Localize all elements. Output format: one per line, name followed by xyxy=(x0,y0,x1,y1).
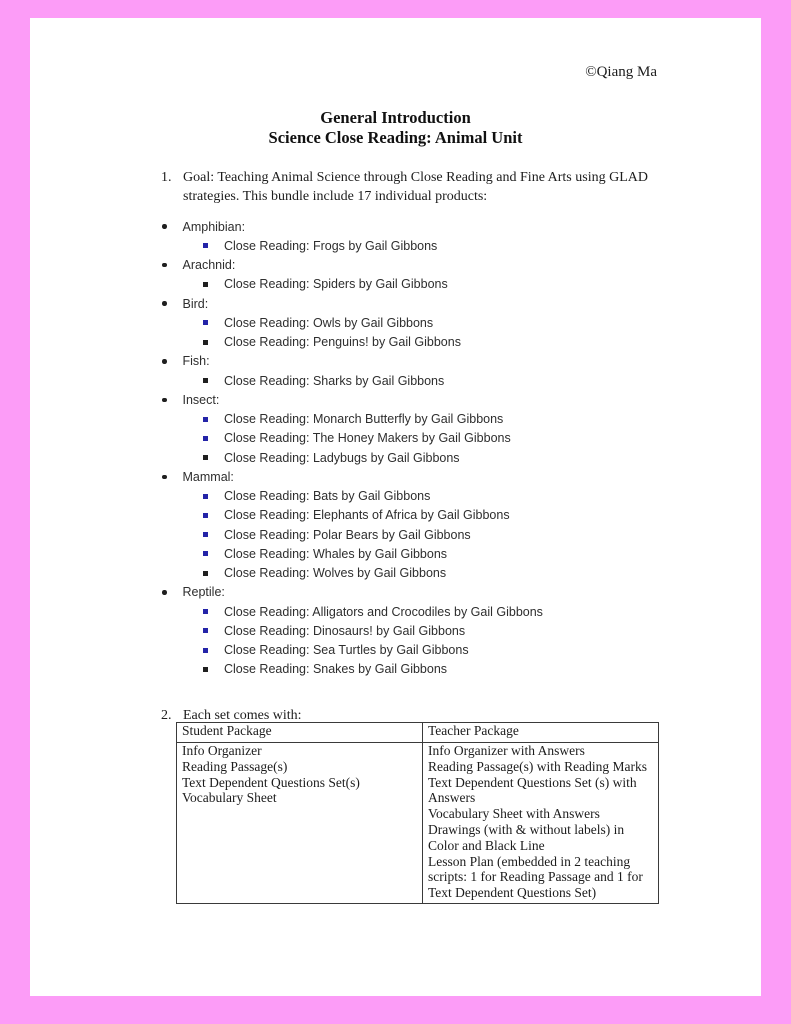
book-item-row xyxy=(30,236,761,255)
goal-text: Goal: Teaching Animal Science through Close Reading and Fine Arts using GLAD strategies. This bundle include 17 individual products: xyxy=(183,170,648,204)
round-bullet-icon xyxy=(162,398,167,403)
book-item-row xyxy=(30,544,761,563)
teacher-package-item: Vocabulary Sheet with Answers xyxy=(428,806,600,822)
book-item-label: Close Reading: The Honey Makers by Gail Gibbons xyxy=(224,431,511,446)
book-item-label: Close Reading: Whales by Gail Gibbons xyxy=(224,546,448,561)
book-item-row xyxy=(30,333,761,352)
book-item-label: Close Reading: Spiders by Gail Gibbons xyxy=(224,277,448,292)
book-item-label: Close Reading: Alligators and Crocodiles by Gail Gibbons xyxy=(224,604,543,619)
square-bullet-icon xyxy=(203,494,208,499)
book-item-row xyxy=(30,313,761,332)
book-item-label: Close Reading: Dinosaurs! by Gail Gibbons xyxy=(224,623,466,638)
page-title xyxy=(30,108,761,147)
student-package-item: Info Organizer xyxy=(182,743,262,758)
round-bullet-icon xyxy=(162,301,167,306)
category-label: Insect: xyxy=(182,392,220,407)
book-item-label: Close Reading: Frogs by Gail Gibbons xyxy=(224,238,438,253)
square-bullet-icon xyxy=(203,532,208,537)
square-bullet-icon xyxy=(203,551,208,556)
title-line-2: Science Close Reading: Animal Unit xyxy=(268,127,523,147)
category-row xyxy=(30,294,761,313)
product-list xyxy=(30,217,761,679)
category-row xyxy=(30,390,761,409)
teacher-package-cell xyxy=(423,743,659,904)
category-row xyxy=(30,217,761,236)
category-row xyxy=(30,256,761,275)
table-header-row xyxy=(177,723,659,743)
teacher-package-item: Lesson Plan (embedded in 2 teaching scripts: 1 for Reading Passage and 1 for Text Dependent Questions Set) xyxy=(428,853,643,901)
book-item-row xyxy=(30,506,761,525)
book-item-label: Close Reading: Bats by Gail Gibbons xyxy=(224,489,431,504)
book-item-label: Close Reading: Penguins! by Gail Gibbons xyxy=(224,335,461,350)
book-item-row xyxy=(30,410,761,429)
book-item-row xyxy=(30,487,761,506)
book-item-row xyxy=(30,641,761,660)
category-label: Mammal: xyxy=(182,469,234,484)
book-item-row xyxy=(30,660,761,679)
round-bullet-icon xyxy=(162,224,167,229)
book-item-row xyxy=(30,564,761,583)
square-bullet-icon xyxy=(203,667,208,672)
book-item-label: Close Reading: Snakes by Gail Gibbons xyxy=(224,662,448,677)
category-label: Amphibian: xyxy=(182,219,246,234)
book-item-row xyxy=(30,602,761,621)
student-package-item: Text Dependent Questions Set(s) xyxy=(182,774,360,790)
goal-paragraph xyxy=(161,168,661,206)
student-package-cell xyxy=(177,743,423,904)
book-item-row xyxy=(30,525,761,544)
round-bullet-icon xyxy=(162,263,167,268)
square-bullet-icon xyxy=(203,648,208,653)
book-item-label: Close Reading: Polar Bears by Gail Gibbons xyxy=(224,527,471,542)
title-line-1: General Introduction xyxy=(320,108,471,127)
table-body-row xyxy=(177,743,659,904)
round-bullet-icon xyxy=(162,590,167,595)
book-item-row xyxy=(30,621,761,640)
student-package-item: Vocabulary Sheet xyxy=(182,790,277,806)
category-label: Bird: xyxy=(182,296,209,311)
list-number: 1. xyxy=(161,170,172,185)
student-package-item: Reading Passage(s) xyxy=(182,758,288,774)
square-bullet-icon xyxy=(203,455,208,460)
teacher-package-header: Teacher Package xyxy=(423,723,659,743)
square-bullet-icon xyxy=(203,378,208,383)
teacher-package-item: Text Dependent Questions Set (s) with Answers xyxy=(428,774,637,806)
teacher-package-item: Info Organizer with Answers xyxy=(428,743,585,758)
category-label: Fish: xyxy=(182,354,210,369)
teacher-package-item: Reading Passage(s) with Reading Marks xyxy=(428,758,647,774)
square-bullet-icon xyxy=(203,436,208,441)
category-label: Arachnid: xyxy=(182,258,236,273)
category-row xyxy=(30,467,761,486)
round-bullet-icon xyxy=(162,475,167,480)
book-item-label: Close Reading: Ladybugs by Gail Gibbons xyxy=(224,450,460,465)
copyright-text: ©Qiang Ma xyxy=(585,64,657,80)
set-section-label: Each set comes with: xyxy=(183,708,302,723)
square-bullet-icon xyxy=(203,513,208,518)
list-number: 2. xyxy=(161,708,172,723)
category-label: Reptile: xyxy=(182,585,225,600)
book-item-label: Close Reading: Sharks by Gail Gibbons xyxy=(224,373,445,388)
book-item-label: Close Reading: Elephants of Africa by Gail Gibbons xyxy=(224,508,510,523)
book-item-row xyxy=(30,275,761,294)
student-package-header: Student Package xyxy=(177,723,423,743)
square-bullet-icon xyxy=(203,609,208,614)
square-bullet-icon xyxy=(203,282,208,287)
package-table xyxy=(176,722,659,904)
square-bullet-icon xyxy=(203,340,208,345)
book-item-row xyxy=(30,371,761,390)
document-page xyxy=(30,18,761,996)
square-bullet-icon xyxy=(203,417,208,422)
book-item-label: Close Reading: Owls by Gail Gibbons xyxy=(224,315,434,330)
book-item-label: Close Reading: Sea Turtles by Gail Gibbons xyxy=(224,643,469,658)
book-item-row xyxy=(30,429,761,448)
book-item-row xyxy=(30,448,761,467)
teacher-package-item: Drawings (with & without labels) in Color and Black Line xyxy=(428,821,625,853)
round-bullet-icon xyxy=(162,359,167,364)
square-bullet-icon xyxy=(203,628,208,633)
category-row xyxy=(30,583,761,602)
book-item-label: Close Reading: Monarch Butterfly by Gail Gibbons xyxy=(224,412,504,427)
square-bullet-icon xyxy=(203,320,208,325)
book-item-label: Close Reading: Wolves by Gail Gibbons xyxy=(224,566,447,581)
category-row xyxy=(30,352,761,371)
square-bullet-icon xyxy=(203,243,208,248)
square-bullet-icon xyxy=(203,571,208,576)
